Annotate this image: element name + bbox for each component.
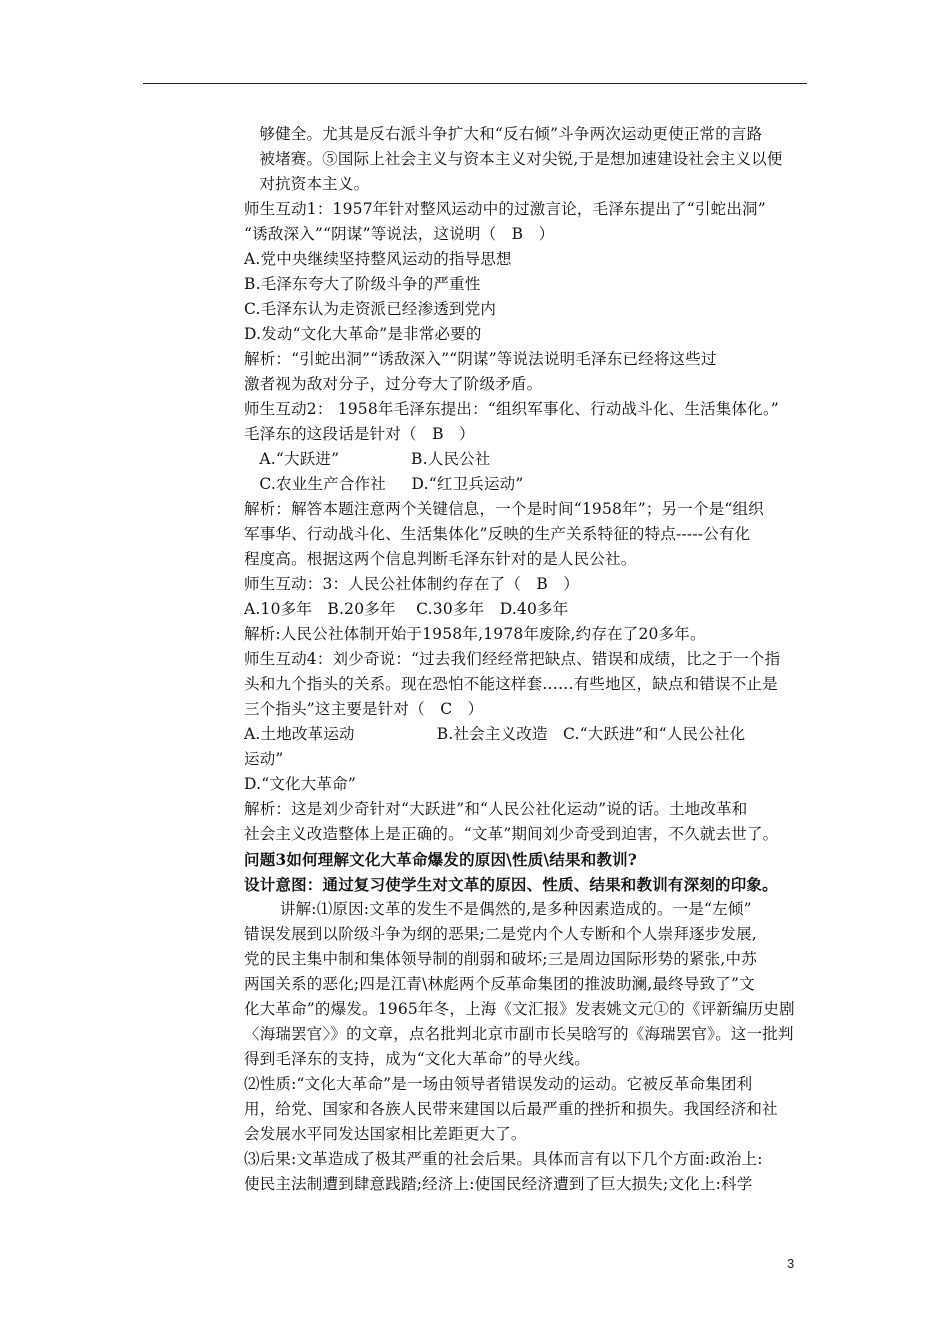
text-line: 毛泽东的这段话是针对（ B ） [244,425,475,443]
text-line: 讲解:⑴原因:文革的发生不是偶然的,是多种因素造成的。一是“左倾” [244,900,752,918]
text-line: ⑶后果:文革造成了极其严重的社会后果。具体而言有以下几个方面:政治上: [244,1150,763,1168]
text-line: 得到毛泽东的支持，成为“文化大革命”的导火线。 [244,1050,590,1068]
page-number: 3 [787,1256,795,1271]
text-line: 〈海瑞罢官〉》的文章，点名批判北京市副市长吴晗写的《海瑞罢官》。这一批判 [244,1025,794,1043]
document-body [244,122,814,1197]
text-line: B.毛泽东夸大了阶级斗争的严重性 [244,275,481,293]
text-line: 军事华、行动战斗化、生活集体化”反映的生产关系特征的特点-----公有化 [244,525,751,543]
text-line: ⑵性质:“文化大革命”是一场由领导者错误发动的运动。它被反革命集团利 [244,1075,753,1093]
text-line: A.10多年 B.20多年 C.30多年 D.40多年 [244,600,569,618]
text-line: 解析：解答本题注意两个关键信息，一个是时间“1958年”；另一个是“组织 [244,500,764,518]
text-line: 够健全。尤其是反右派斗争扩大和“反右倾”斗争两次运动更使正常的言路 [244,125,763,143]
text-line: 解析:人民公社体制开始于1958年,1978年废除,约存在了20多年。 [244,625,706,643]
text-line: D.“文化大革命” [244,775,356,793]
text-line: 程度高。根据这两个信息判断毛泽东针对的是人民公社。 [244,550,637,568]
text-line: 师生互动1：1957年针对整风运动中的过激言论，毛泽东提出了“引蛇出洞” [244,200,766,218]
text-line: 两国关系的恶化;四是江青\林彪两个反革命集团的推波助澜,最终导致了”文 [244,975,755,993]
text-line: 运动” [244,750,284,768]
text-line: D.发动“文化大革命”是非常必要的 [244,325,482,343]
text-line: 师生互动2： 1958年毛泽东提出：“组织军事化、行动战斗化、生活集体化。” [244,400,779,418]
text-line: A.党中央继续坚持整风运动的指导思想 [244,250,512,268]
text-line: 社会主义改造整体上是正确的。“文革”期间刘少奇受到迫害，不久就去世了。 [244,825,779,843]
text-line: C.毛泽东认为走资派已经渗透到党内 [244,300,497,318]
text-line: 被堵赛。⑤国际上社会主义与资本主义对尖锐,于是想加速建设社会主义以便 [244,150,783,168]
text-line: 会发展水平同发达国家相比差距更大了。 [244,1125,527,1143]
text-line: 化大革命”的爆发。1965年冬，上海《文汇报》发表姚文元①的《评新编历史剧 [244,1000,795,1018]
text-line: 使民主法制遭到肆意践踏;经济上:使国民经济遭到了巨大损失;文化上:科学 [244,1175,753,1193]
text-line: 三个指头”这主要是针对（ C ） [244,700,484,718]
text-line: C.农业生产合作社 D.“红卫兵运动” [244,475,524,493]
section-heading-line: 问题3如何理解文化大革命爆发的原因\性质\结果和教训? [244,850,638,869]
text-line: 解析：“引蛇出洞”“诱敌深入”“阴谋”等说法说明毛泽东已经将这些过 [244,350,717,368]
text-line: 对抗资本主义。 [244,175,370,193]
text-line: 师生互动：3：人民公社体制约存在了（ B ） [244,575,580,593]
text-line: A.土地改革运动 B.社会主义改造 C.“大跃进”和“人民公社化 [244,725,746,743]
text-line: 用，给党、国家和各族人民带来建国以后最严重的挫折和损失。我国经济和社 [244,1100,778,1118]
text-line: 师生互动4：刘少奇说：“过去我们经经常把缺点、错误和成绩，比之于一个指 [244,650,781,668]
text-line: 错误发展到以阶级斗争为纲的恶果;二是党内个人专断和个人崇拜逐步发展, [244,925,757,943]
section-heading-line: 设计意图：通过复习使学生对文革的原因、性质、结果和教训有深刻的印象。 [244,875,778,894]
text-line: A.“大跃进” B.人民公社 [244,450,491,468]
text-line: 头和九个指头的关系。现在恐怕不能这样套……有些地区，缺点和错误不止是 [244,675,778,693]
text-line: 激者视为敌对分子，过分夸大了阶级矛盾。 [244,375,543,393]
text-line: “诱敌深入”“阴谋”等说法，这说明（ B ） [244,225,555,243]
text-line: 解析：这是刘少奇针对“大跃进”和“人民公社化运动”说的话。土地改革和 [244,800,748,818]
text-line: 党的民主集中制和集体领导制的削弱和破坏;三是周边国际形势的紧张,中苏 [244,950,757,968]
header-rule [143,83,807,84]
